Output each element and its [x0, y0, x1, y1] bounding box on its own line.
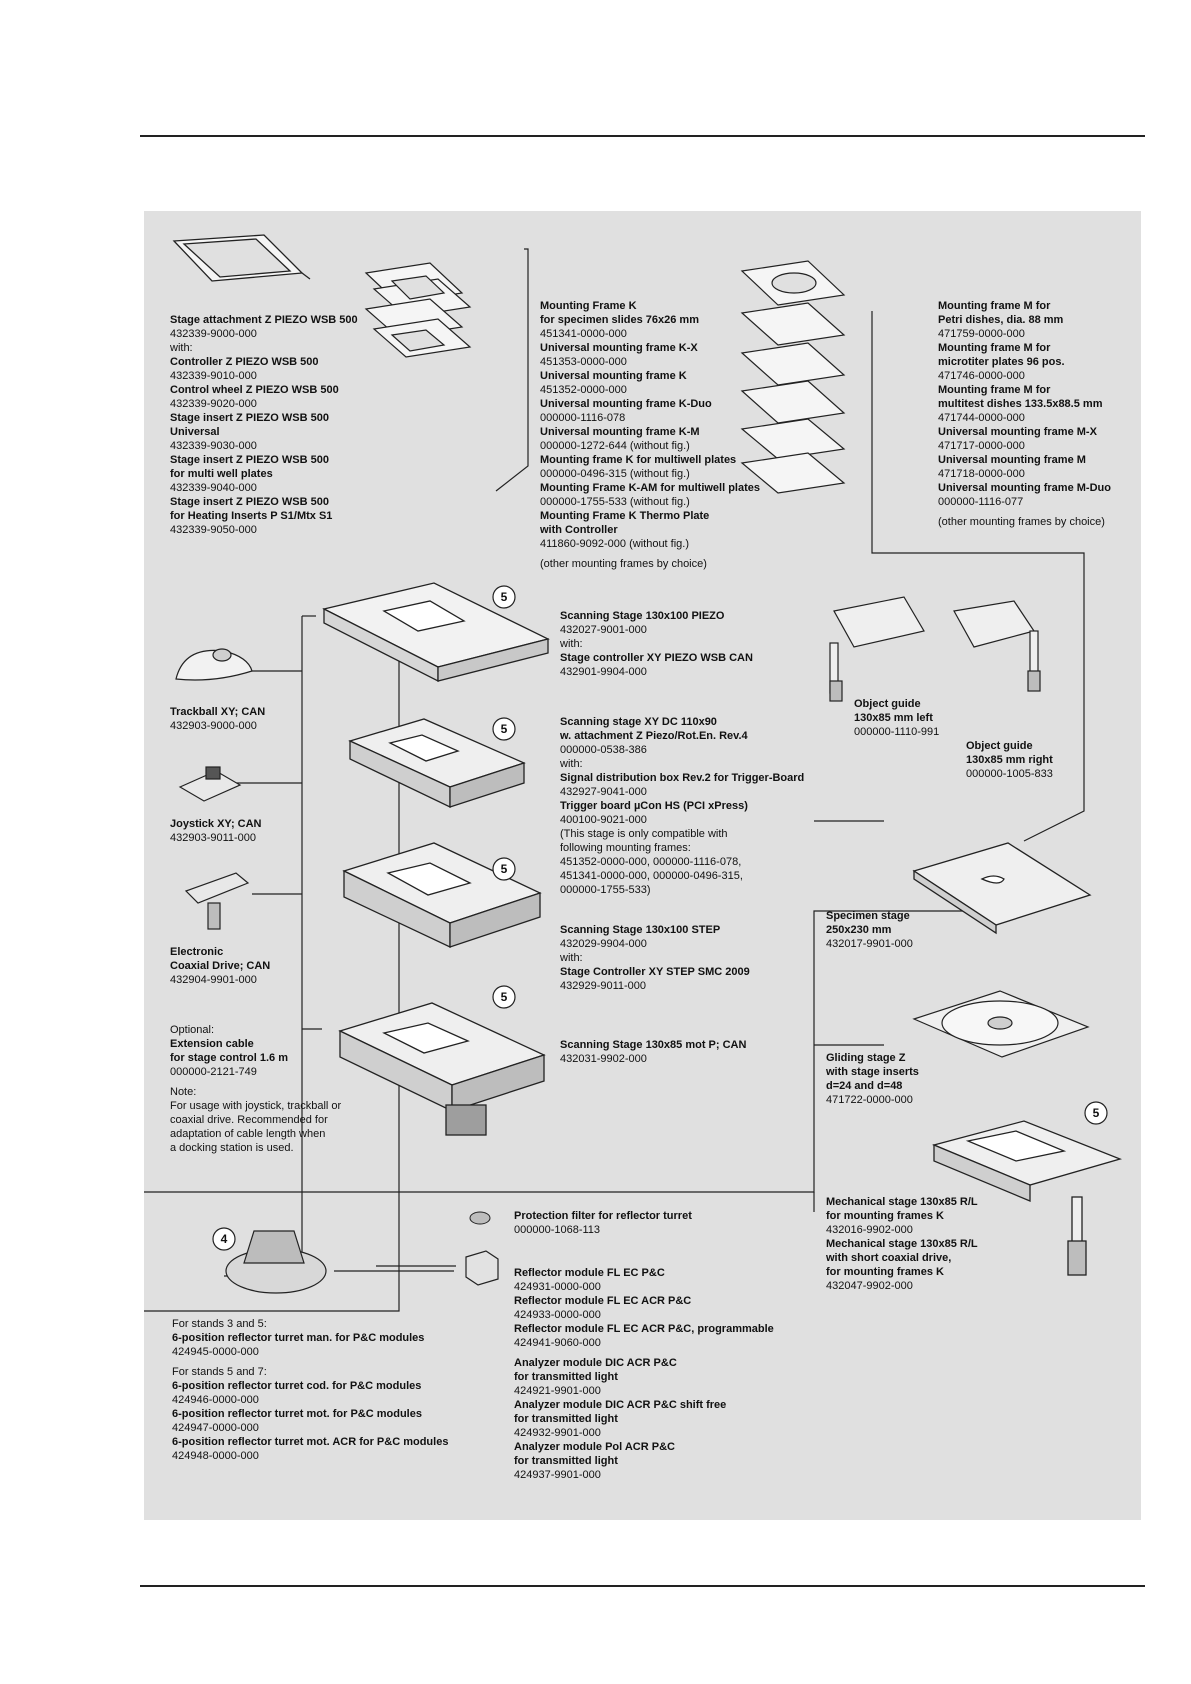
text-line: 6-position reflector turret mot. ACR for P&C modules — [172, 1436, 449, 1448]
text-line: 6-position reflector turret mot. for P&C modules — [172, 1408, 422, 1420]
label-gliding-stage — [826, 1051, 919, 1107]
text-line: For usage with joystick, trackball or — [170, 1100, 342, 1112]
text-line: (This stage is only compatible with — [560, 828, 728, 840]
text-line: 451353-0000-000 — [540, 356, 627, 368]
marker-5-label: 5 — [500, 590, 508, 604]
text-line: 432031-9902-000 — [560, 1053, 647, 1065]
text-line: 424941-9060-000 — [514, 1337, 601, 1349]
text-line: Mounting frame M for — [938, 300, 1051, 312]
text-line: with Controller — [540, 524, 618, 536]
label-extension-cable — [170, 1023, 341, 1155]
scanning-stage-mot-illustration — [340, 1003, 544, 1135]
text-line: microtiter plates 96 pos. — [938, 356, 1065, 368]
text-line: Controller Z PIEZO WSB 500 — [170, 356, 319, 368]
text-line: 000000-1755-533 (without fig.) — [540, 496, 690, 508]
marker-5-label: 5 — [1092, 1106, 1100, 1120]
coaxial-drive-illustration — [186, 873, 248, 929]
label-object-guide-right — [966, 739, 1053, 781]
text-line: 130x85 mm left — [854, 712, 933, 724]
text-line: Scanning Stage 130x100 STEP — [560, 924, 721, 936]
text-line: 424945-0000-000 — [172, 1346, 259, 1358]
text-line: Scanning stage XY DC 110x90 — [560, 716, 717, 728]
label-mounting-frames-m — [938, 299, 1111, 529]
text-line: Protection filter for reflector turret — [514, 1210, 692, 1222]
text-line: 6-position reflector turret cod. for P&C modules — [172, 1380, 422, 1392]
text-line: 000000-1755-533) — [560, 884, 651, 896]
text-line: Universal mounting frame M — [938, 454, 1086, 466]
text-line: Specimen stage — [826, 910, 910, 922]
text-line: (other mounting frames by choice) — [938, 516, 1105, 528]
text-line: 471744-0000-000 — [938, 412, 1025, 424]
text-line: 424931-0000-000 — [514, 1281, 601, 1293]
text-line: Universal mounting frame M-Duo — [938, 482, 1111, 494]
text-line: 000000-0496-315 (without fig.) — [540, 468, 690, 480]
text-line: 424921-9901-000 — [514, 1385, 601, 1397]
text-line: 432927-9041-000 — [560, 786, 647, 798]
text-line: 432901-9904-000 — [560, 666, 647, 678]
text-line: d=24 and d=48 — [826, 1080, 903, 1092]
text-line: for multi well plates — [170, 468, 273, 480]
marker-5-label: 5 — [500, 862, 508, 876]
text-line: for mounting frames K — [826, 1266, 944, 1278]
text-line: 432047-9902-000 — [826, 1280, 913, 1292]
text-line: 471722-0000-000 — [826, 1094, 913, 1106]
label-reflector-modules — [514, 1266, 774, 1482]
text-line: Coaxial Drive; CAN — [170, 960, 271, 972]
text-line: Mounting Frame K — [540, 300, 637, 312]
text-line: 000000-1272-644 (without fig.) — [540, 440, 690, 452]
label-specimen-stage — [826, 909, 913, 951]
text-line: Universal mounting frame M-X — [938, 426, 1097, 438]
text-line: 432904-9901-000 — [170, 974, 257, 986]
text-line: Universal mounting frame K-X — [540, 342, 698, 354]
text-line: w. attachment Z Piezo/Rot.En. Rev.4 — [560, 730, 748, 742]
text-line: for transmitted light — [514, 1371, 618, 1383]
text-line: 250x230 mm — [826, 924, 892, 936]
text-line: 432339-9000-000 — [170, 328, 257, 340]
text-line: For stands 3 and 5: — [172, 1318, 267, 1330]
text-line: 432339-9010-000 — [170, 370, 257, 382]
text-line: Analyzer module DIC ACR P&C — [514, 1357, 677, 1369]
text-line: 400100-9021-000 — [560, 814, 647, 826]
text-line: following mounting frames: — [560, 842, 691, 854]
text-line: 000000-1116-078 — [540, 412, 626, 424]
text-line: 451341-0000-000, 000000-0496-315, — [560, 870, 743, 882]
text-line: coaxial drive. Recommended for — [170, 1114, 328, 1126]
mounting-frames-k-illustration — [366, 263, 470, 357]
text-line: 424946-0000-000 — [172, 1394, 259, 1406]
text-line: a docking station is used. — [170, 1142, 294, 1154]
text-line: 411860-9092-000 (without fig.) — [540, 538, 690, 550]
text-line: Stage controller XY PIEZO WSB CAN — [560, 652, 753, 664]
reflector-module-illustration — [466, 1251, 498, 1285]
text-line: 432339-9040-000 — [170, 482, 257, 494]
text-line: 432029-9904-000 — [560, 938, 647, 950]
text-line: 424932-9901-000 — [514, 1427, 601, 1439]
text-line: 432016-9902-000 — [826, 1224, 913, 1236]
text-line: Optional: — [170, 1024, 215, 1036]
text-line: Signal distribution box Rev.2 for Trigger-Board — [560, 772, 805, 784]
text-line: 000000-0538-386 — [560, 744, 647, 756]
text-line: 471746-0000-000 — [938, 370, 1025, 382]
object-guides-illustration — [830, 597, 1040, 701]
text-line: Stage insert Z PIEZO WSB 500 — [170, 454, 329, 466]
text-line: 130x85 mm right — [966, 754, 1053, 766]
text-line: 471718-0000-000 — [938, 468, 1025, 480]
text-line: 432929-9011-000 — [560, 980, 647, 992]
trackball-illustration — [176, 649, 252, 680]
protection-filter-illustration — [470, 1212, 490, 1224]
label-scanning-stage-mot — [560, 1038, 746, 1066]
text-line: Petri dishes, dia. 88 mm — [938, 314, 1064, 326]
label-mechanical-stage — [826, 1195, 978, 1293]
text-line: Universal — [170, 426, 220, 438]
text-line: 000000-1110-991 — [854, 726, 940, 738]
gliding-stage-illustration — [914, 991, 1088, 1057]
reflector-turret-illustration — [226, 1231, 326, 1293]
text-line: 6-position reflector turret man. for P&C modules — [172, 1332, 425, 1344]
text-line: 432903-9011-000 — [170, 832, 257, 844]
text-line: 432903-9000-000 — [170, 720, 257, 732]
text-line: Scanning Stage 130x100 PIEZO — [560, 610, 725, 622]
text-line: 432339-9050-000 — [170, 524, 257, 536]
text-line: 432339-9030-000 — [170, 440, 257, 452]
text-line: with: — [560, 638, 583, 650]
label-object-guide-left — [854, 697, 939, 739]
text-line: for mounting frames K — [826, 1210, 944, 1222]
text-line: 000000-1116-077 — [938, 496, 1024, 508]
text-line: Analyzer module DIC ACR P&C shift free — [514, 1399, 727, 1411]
text-line: Scanning Stage 130x85 mot P; CAN — [560, 1039, 747, 1051]
text-line: adaptation of cable length when — [170, 1128, 326, 1140]
text-line: 432017-9901-000 — [826, 938, 913, 950]
text-line: Stage Controller XY STEP SMC 2009 — [560, 966, 750, 978]
text-line: Mechanical stage 130x85 R/L — [826, 1196, 978, 1208]
text-line: for stage control 1.6 m — [170, 1052, 288, 1064]
text-line: Gliding stage Z — [826, 1052, 906, 1064]
text-line: Universal mounting frame K-M — [540, 426, 700, 438]
label-joystick — [170, 817, 262, 845]
text-line: Analyzer module Pol ACR P&C — [514, 1441, 675, 1453]
text-line: Universal mounting frame K — [540, 370, 687, 382]
text-line: Mounting frame K for multiwell plates — [540, 454, 737, 466]
text-line: 451341-0000-000 — [540, 328, 627, 340]
label-scanning-stage-step — [560, 923, 750, 993]
text-line: 000000-1005-833 — [966, 768, 1053, 780]
text-line: Trackball XY; CAN — [170, 706, 266, 718]
text-line: Reflector module FL EC P&C — [514, 1267, 665, 1279]
text-line: with: — [560, 952, 583, 964]
label-stage-attachment — [170, 313, 358, 537]
specimen-stage-illustration — [914, 843, 1090, 933]
text-line: Stage insert Z PIEZO WSB 500 — [170, 496, 329, 508]
text-line: 471759-0000-000 — [938, 328, 1025, 340]
text-line: Extension cable — [170, 1038, 254, 1050]
text-line: 000000-2121-749 — [170, 1066, 257, 1078]
text-line: multitest dishes 133.5x88.5 mm — [938, 398, 1103, 410]
joystick-illustration — [180, 767, 240, 801]
scanning-stage-step-illustration — [344, 843, 540, 947]
accessories-diagram-panel — [144, 211, 1141, 1520]
text-line: Reflector module FL EC ACR P&C, programmable — [514, 1323, 774, 1335]
label-trackball — [170, 705, 265, 733]
text-line: for specimen slides 76x26 mm — [540, 314, 699, 326]
marker-4-label: 4 — [220, 1232, 228, 1246]
text-line: Object guide — [966, 740, 1033, 752]
label-scanning-stage-piezo — [560, 609, 753, 679]
text-line: Note: — [170, 1086, 197, 1098]
text-line: Mounting frame M for — [938, 342, 1051, 354]
text-line: 451352-0000-000 — [540, 384, 627, 396]
text-line: Object guide — [854, 698, 921, 710]
stage-attachment-illustration — [174, 235, 310, 281]
text-line: with: — [170, 342, 193, 354]
text-line: Control wheel Z PIEZO WSB 500 — [170, 384, 339, 396]
text-line: 000000-1068-113 — [514, 1224, 601, 1236]
text-line: for Heating Inserts P S1/Mtx S1 — [170, 510, 333, 522]
text-line: Joystick XY; CAN — [170, 818, 262, 830]
label-protection-filter — [514, 1209, 692, 1237]
text-line: for transmitted light — [514, 1455, 618, 1467]
text-line: For stands 5 and 7: — [172, 1366, 267, 1378]
text-line: with short coaxial drive, — [826, 1252, 952, 1264]
text-line: 424933-0000-000 — [514, 1309, 601, 1321]
footer-rule — [140, 1585, 1145, 1587]
text-line: Mechanical stage 130x85 R/L — [826, 1238, 978, 1250]
text-line: with stage inserts — [826, 1066, 919, 1078]
text-line: Stage insert Z PIEZO WSB 500 — [170, 412, 329, 424]
header-rule — [140, 135, 1145, 137]
text-line: (other mounting frames by choice) — [540, 558, 707, 570]
text-line: for transmitted light — [514, 1413, 618, 1425]
text-line: Universal mounting frame K-Duo — [540, 398, 712, 410]
label-mounting-frames-k — [540, 299, 760, 571]
label-scanning-stage-dc — [560, 715, 804, 897]
text-line: 432339-9020-000 — [170, 398, 257, 410]
text-line: 451352-0000-000, 000000-1116-078, — [560, 856, 742, 868]
text-line: Mounting Frame K Thermo Plate — [540, 510, 710, 522]
text-line: 471717-0000-000 — [938, 440, 1025, 452]
text-line: with: — [560, 758, 583, 770]
text-line: Electronic — [170, 946, 224, 958]
text-line: Reflector module FL EC ACR P&C — [514, 1295, 692, 1307]
marker-5-label: 5 — [500, 990, 508, 1004]
connector-line — [496, 249, 528, 491]
text-line: Mounting Frame K-AM for multiwell plates — [540, 482, 761, 494]
label-reflector-turrets — [172, 1317, 448, 1463]
marker-5-label: 5 — [500, 722, 508, 736]
label-coaxial-drive — [170, 945, 270, 987]
text-line: 424948-0000-000 — [172, 1450, 259, 1462]
text-line: Stage attachment Z PIEZO WSB 500 — [170, 314, 358, 326]
text-line: 432027-9001-000 — [560, 624, 647, 636]
text-line: Trigger board µCon HS (PCI xPress) — [560, 800, 748, 812]
text-line: Mounting frame M for — [938, 384, 1051, 396]
text-line: 424937-9901-000 — [514, 1469, 601, 1481]
text-line: 424947-0000-000 — [172, 1422, 259, 1434]
